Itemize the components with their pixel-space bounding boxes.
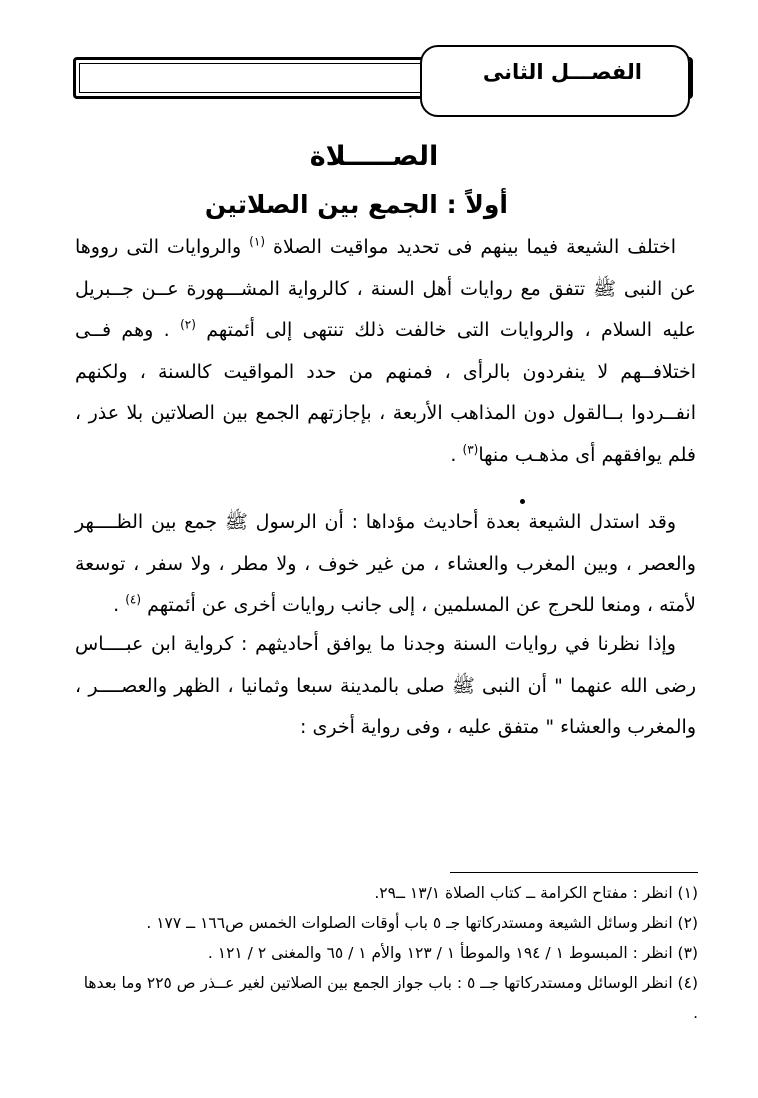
paragraph-1 — [75, 227, 696, 476]
footnote-1: (١) انظر : مفتاح الكرامة ــ كتاب الصلاة ١٣/١ ــ٢٩. — [374, 884, 698, 902]
section-title: الصـــــلاة — [309, 141, 439, 172]
footnote-4: (٤) انظر الوسائل ومستدركاتها جــ ٥ : باب جواز الجمع بين الصلاتين لغير عــذر ص ٢٢٥ وما بعدها . — [83, 974, 698, 1022]
paragraph-1-part-d: . — [450, 443, 457, 466]
footnote-ref-1: (١) — [249, 234, 265, 249]
subsection-title: أولاً : الجمع بين الصلاتين — [204, 190, 508, 219]
footnote-ref-3: (٣) — [462, 442, 479, 457]
paragraph-1-part-a: اختلف الشيعة فيما بينهم فى تحديد مواقيت الصلاة — [273, 236, 676, 258]
chapter-title: الفصـــل الثانى — [482, 60, 642, 84]
paragraph-1-part-b: والروايات التى رووها عن النبى ﷺ تتفق مع روايات أهل السنة ، كالرواية المشـــهورة عــن جــبريل عليه السلام ، والروايات التى خالفت ذلك تنتهى إلى أئمتهم — [75, 236, 696, 341]
paragraph-2-part-a: وقد استدل الشيعة بعدة أحاديث مؤداها : أن الرسول ﷺ جمع بين الظــــهر والعصر ، وبين المغرب والعشاء ، من غير خوف ، ولا مطر ، ولا سفر ، توسعة لأمته ، ومنعا للحرج عن المسلمين ، إلى جانب روايات أخرى عن أئمتهم — [75, 511, 696, 616]
paragraph-3: وإذا نظرنا في روايات السنة وجدنا ما يوافق أحاديثهم : كرواية ابن عبــــاس رضى الله عنهما " أن النبى ﷺ صلى بالمدينة سبعا وثمانيا ، الظهر والعصــــر ، والمغرب والعشاء " متفق عليه ، وفى رواية أخرى : — [75, 633, 696, 738]
footnote-ref-4: (٤) — [125, 592, 142, 607]
footnotes — [75, 878, 698, 1028]
footnote-3: (٣) انظر : المبسوط ١ / ١٩٤ والموطأ ١ / ١٢٣ والأم ١ / ٦٥ والمغنى ٢ / ١٢١ . — [207, 944, 698, 962]
paragraph-1-part-c: . وهم فــى اختلافــهم لا ينفردون بالرأى ، فمنهم من حدد المواقيت كالسنة ، ولكنهم انفــردوا بــالقول دون المذاهب الأربعة ، بإجازتهم الجمع بين الصلاتين بلا عذر ، فلم يوافقهم أى مذهـب منها — [75, 319, 696, 466]
footnote-separator — [450, 872, 698, 873]
paragraph-2 — [75, 502, 696, 627]
paragraph-2-part-b: . — [113, 594, 120, 616]
footnote-2: (٢) انظر وسائل الشيعة ومستدركاتها جـ ٥ باب أوقات الصلوات الخمس ص١٦٦ ــ ١٧٧ . — [146, 914, 698, 932]
footnote-ref-2: (٢) — [180, 317, 196, 332]
